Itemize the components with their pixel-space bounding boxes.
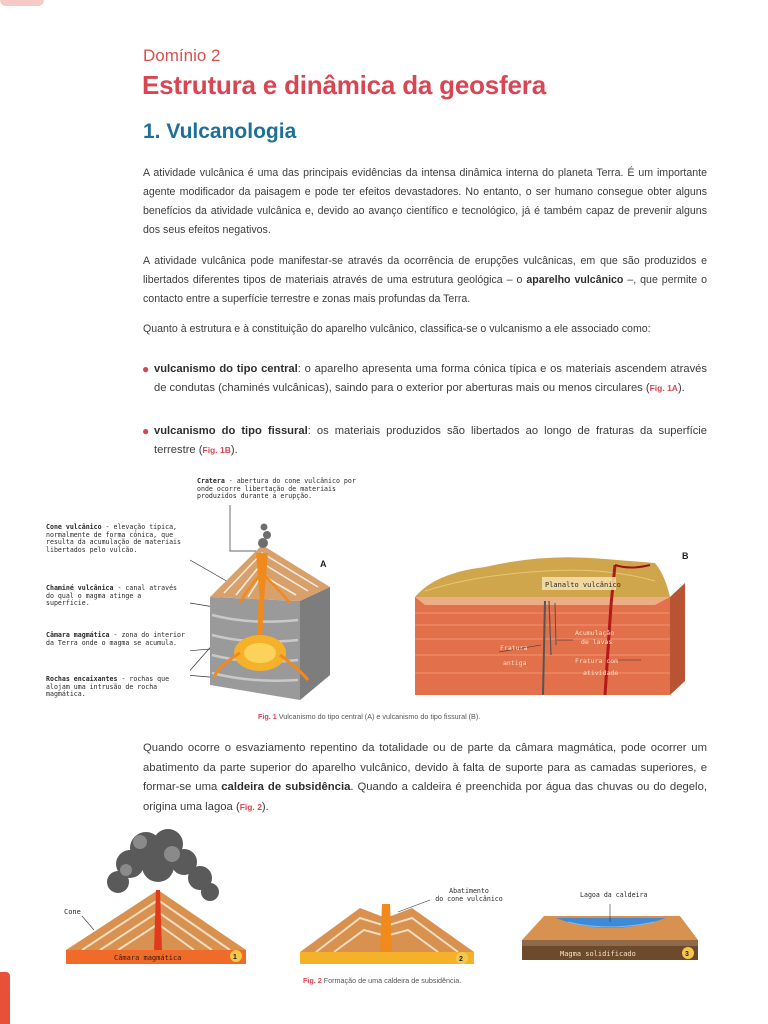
chapter-title: Estrutura e dinâmica da geosfera: [142, 70, 546, 100]
text-span: Quando ocorre o esvaziamento repentino da totalidade ou de parte da câmara magmática, pode ocorrer um abatimento da parte superior do aparelho vulcânico, devido à falta de suporte para as camadas superiores, e formar-se uma: [143, 742, 707, 793]
label-cone: Cone: [64, 908, 81, 916]
figure2-stage-1: [60, 826, 250, 968]
label-camara: Câmara magmática - zona do interior da Terra onde o magma se acumula.: [46, 631, 185, 647]
marker-b: B: [682, 551, 689, 561]
bullet-dot-icon: ●: [142, 424, 150, 438]
figure2-caption-text: Formação de uma caldeira de subsidência.: [321, 976, 462, 985]
marker-a: A: [320, 559, 327, 569]
paragraph-caldeira: [143, 739, 707, 817]
label-rochas: Rochas encaixantes - rochas que alojam uma intrusão de rocha magmática.: [46, 675, 170, 699]
text-span: A atividade vulcânica pode manifestar-se através da ocorrência de erupções vulcânicas, em que são produzidos e libertados diferentes tipos de materiais através de uma estrutura geológica – o: [143, 255, 707, 286]
label-acumulacao-2: de lavas: [581, 638, 613, 646]
label-chamine: Chaminé vulcânica - canal através do qual o magma atinge a superfície.: [46, 584, 178, 608]
figure1-caption: [258, 712, 480, 721]
label-fratura-ativa-2: atividade: [583, 669, 619, 677]
term-fissural: vulcanismo do tipo fissural: [154, 425, 308, 437]
label-magma-solidificado: Magma solidificado: [560, 950, 636, 958]
label-planalto: Planalto vulcânico: [545, 581, 621, 589]
term-central: vulcanismo do tipo central: [154, 363, 298, 375]
term-caldeira: caldeira de subsidência: [221, 781, 351, 793]
paragraph-aparelho: [143, 252, 707, 309]
text-span: ).: [677, 382, 685, 394]
figure-fissural-volcano: [415, 545, 705, 705]
label-abatimento: Abatimento do cone vulcânico: [435, 887, 503, 903]
figure-ref-2[interactable]: Fig. 2: [239, 801, 262, 812]
label-fratura-ativa-1: Fratura com: [575, 657, 619, 665]
label-acumulacao-1: Acumulação: [575, 629, 615, 637]
label-cone-vulcanico: Cone vulcânico - elevação típica, normalmente de forma cónica, que resulta da acumulação de materiais libertados pelo vulcão.: [46, 523, 181, 554]
text-span: : os materiais produzidos são libertados ao longo de fraturas da superfície terrestre (: [154, 425, 707, 456]
label-fratura-antiga-2: antiga: [503, 659, 527, 667]
text-span: ).: [230, 444, 238, 456]
term-aparelho-vulcanico: aparelho vulcânico: [526, 274, 624, 286]
step-1: 1: [233, 954, 237, 961]
paragraph-classification: Quanto à estrutura e à constituição do aparelho vulcânico, classifica-se o vulcanismo a ele associado como:: [143, 323, 651, 335]
intro-paragraph: A atividade vulcânica é uma das principais evidências da intensa dinâmica interna do planeta Terra. É um importante agente modificador da paisagem e pode ter efeitos devastadores. No entanto, o ser humano consegue obter alguns benefícios da atividade vulcânica e, devido ao avanço científico e tecnológico, já é também capaz de prevenir alguns dos seus efeitos negativos.: [143, 167, 707, 236]
figure2-caption-label: Fig. 2: [303, 976, 322, 985]
figure1-caption-label: Fig. 1: [258, 712, 277, 721]
text-span: : o aparelho apresenta uma forma cónica típica e os materiais ascendem através de condutas (chaminés vulcânicas), saindo para o exterior por aberturas mais ou menos circulares (: [154, 363, 707, 394]
label-camara-magmatica: Câmara magmática: [114, 954, 182, 962]
text-span: . Quando a caldeira é preenchida por água das chuvas ou do degelo, origina uma lagoa (: [143, 781, 707, 813]
label-cratera: Cratera - abertura do cone vulcânico por onde ocorre libertação de materiais produzidos durante a erupção.: [197, 477, 356, 501]
figure-ref-1a[interactable]: Fig. 1A: [649, 383, 678, 393]
bullet-fissural: [143, 422, 707, 460]
label-lagoa: Lagoa da caldeira: [580, 891, 648, 899]
step-2: 2: [459, 956, 463, 963]
text-span: –, que permite o contacto entre a superfície terrestre e zonas mais profundas da Terra.: [143, 274, 707, 305]
bullet-central: [143, 360, 707, 398]
section-title: 1. Vulcanologia: [143, 120, 297, 143]
figure1-caption-text: Vulcanismo do tipo central (A) e vulcanismo do tipo fissural (B).: [276, 712, 481, 721]
text-span: ).: [261, 800, 269, 813]
figure-central-volcano: [190, 505, 350, 710]
figure-ref-1b[interactable]: Fig. 1B: [202, 445, 231, 455]
domain-label: Domínio 2: [143, 46, 221, 65]
figure2-stage-3: [520, 904, 700, 970]
page-corner-decoration: [0, 0, 44, 6]
figure2-caption: [303, 976, 461, 985]
label-fratura-antiga-1: Fratura: [500, 644, 528, 652]
bullet-dot-icon: ●: [142, 362, 150, 376]
step-3: 3: [685, 951, 689, 958]
page-edge-tab: [0, 972, 10, 1024]
